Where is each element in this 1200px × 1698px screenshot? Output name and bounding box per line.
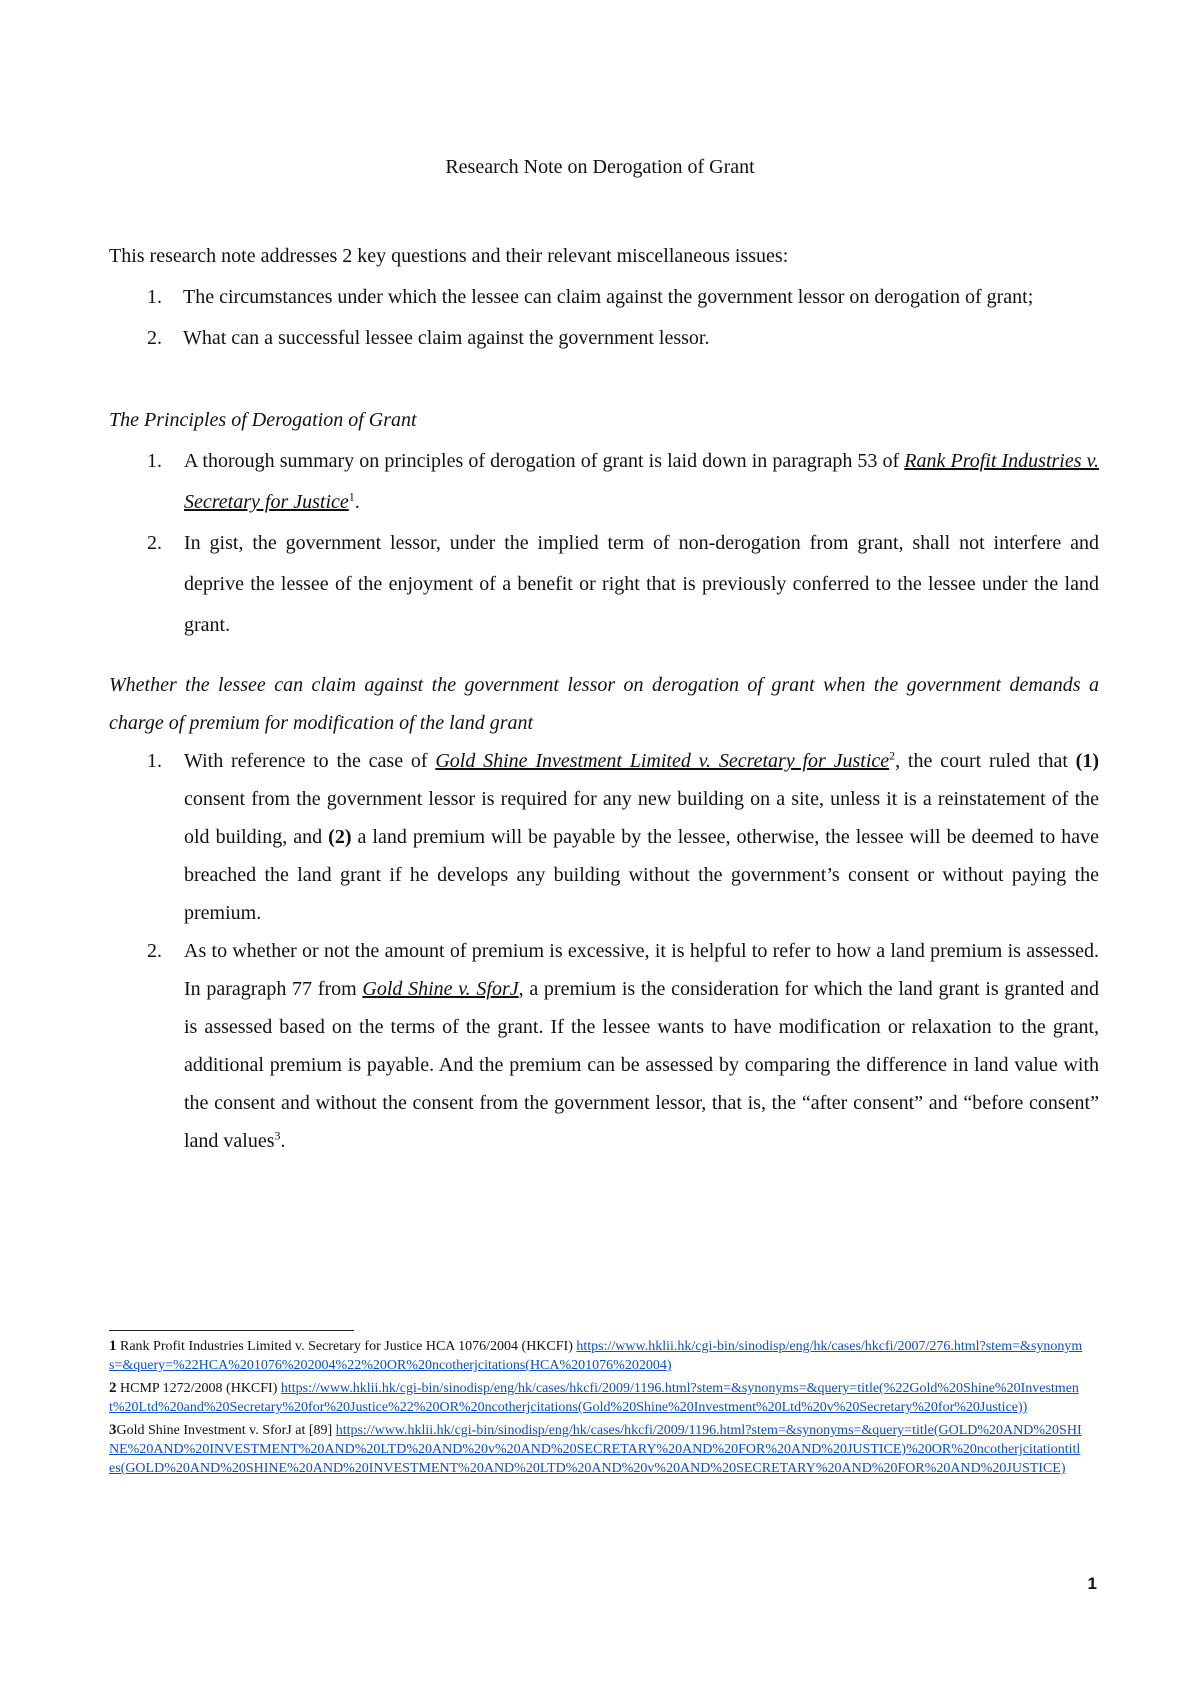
principles-section (109, 400, 1099, 646)
section-heading: Whether the lessee can claim against the government lessor on derogation of grant when the government demands a charge of premium for modification of the land grant (109, 674, 1099, 734)
list-text: As to whether or not the amount of premium is excessive, it is helpful to refer to how a land premium is assessed. In paragraph 77 from (184, 940, 1099, 1000)
list-text: , a premium is the consideration for which the land grant is granted and is assessed based on the terms of the grant. If the lessee wants to have modification or relaxation to the grant, additional premium is payable. And the premium can be assessed by comparing the difference in land value with the consent and without the consent from the government lessor, that is, the “after consent” and “before consent” land values (184, 978, 1099, 1152)
bold-marker: (1) (1075, 750, 1099, 772)
premium-section (109, 666, 1099, 1160)
principles-list (109, 441, 1099, 646)
list-text: A thorough summary on principles of derogation of grant is laid down in paragraph 53 of (184, 450, 905, 472)
footnote-item (109, 1421, 1084, 1478)
page-number: 1 (1087, 1574, 1097, 1593)
list-item (109, 932, 1099, 1160)
list-number: 1. (147, 750, 162, 772)
list-item (109, 742, 1099, 932)
footnote-ref[interactable]: 3 (274, 1128, 281, 1143)
premium-list (109, 742, 1099, 1160)
footnote-number: 2 (109, 1380, 117, 1396)
page-title: Research Note on Derogation of Grant (445, 156, 755, 178)
intro-section (109, 236, 1099, 359)
footnote-link[interactable]: https://www.hklii.hk/cgi-bin/sinodisp/eng/hk/cases/hkcfi/2007/276.html?stem=&synonyms=&query=%22HCA%201076%202004%22%20OR%20ncotherjcitations(HCA%201076%202004) (109, 1339, 1083, 1373)
list-text: In gist, the government lessor, under the implied term of non-derogation from grant, shall not interfere and deprive the lessee of the enjoyment of a benefit or right that is previously conferred to the lessee under the land grant. (184, 532, 1099, 636)
footnote-number: 3 (109, 1422, 117, 1438)
list-text: , the court ruled that (895, 750, 1076, 772)
list-item (109, 523, 1099, 646)
footnotes (109, 1330, 1084, 1482)
intro-list (109, 277, 1099, 359)
case-reference: Gold Shine v. SforJ (362, 978, 519, 1000)
bold-marker: (2) (328, 826, 352, 848)
list-number: 2. (147, 940, 162, 962)
list-text: With reference to the case of (184, 750, 436, 772)
footnote-item (109, 1379, 1084, 1417)
footnote-link[interactable]: https://www.hklii.hk/cgi-bin/sinodisp/eng/hk/cases/hkcfi/2009/1196.html?stem=&synonyms=&query=title(%22Gold%20Shine%20Investment%20Ltd%20and%20Secretary%20for%20Justice%22%20OR%20ncotherjcitations(Gold%20Shine%20Investment%20Ltd%20v%20Secretary%20for%20Justice)) (109, 1381, 1079, 1415)
intro-text: This research note addresses 2 key questions and their relevant miscellaneous issues: (109, 245, 789, 267)
list-number: 2. (147, 327, 162, 349)
list-text: consent from the government lessor is required for any new building on a site, unless it is a reinstatement of the old building, and (184, 788, 1099, 848)
list-text: The circumstances under which the lessee can claim against the government lessor on derogation of grant; (183, 286, 1034, 308)
footnote-ref[interactable]: 2 (889, 748, 896, 763)
list-text: . (280, 1130, 286, 1152)
footnote-ref[interactable]: 1 (348, 489, 355, 504)
list-number: 1. (147, 450, 162, 472)
list-number: 1. (147, 286, 162, 308)
footnote-link[interactable]: https://www.hklii.hk/cgi-bin/sinodisp/eng/hk/cases/hkcfi/2009/1196.html?stem=&synonyms=&query=title(GOLD%20AND%20SHINE%20AND%20INVESTMENT%20AND%20LTD%20AND%20v%20AND%20SECRETARY%20AND%20FOR%20AND%20JUSTICE)%20OR%20ncotherjcitationtitles(GOLD%20AND%20SHINE%20AND%20INVESTMENT%20AND%20LTD%20AND%20v%20AND%20SECRETARY%20AND%20FOR%20AND%20JUSTICE) (109, 1423, 1082, 1476)
list-text: . (354, 491, 360, 513)
footnote-item (109, 1337, 1084, 1375)
list-text: What can a successful lessee claim against the government lessor. (183, 327, 710, 349)
list-item (109, 277, 1099, 318)
case-reference: Gold Shine Investment Limited v. Secretary for Justice (435, 750, 890, 772)
footnote-text: Rank Profit Industries Limited v. Secretary for Justice HCA 1076/2004 (HKCFI) (116, 1339, 577, 1354)
footnote-number: 1 (109, 1338, 117, 1354)
list-text: a land premium will be payable by the lessee, otherwise, the lessee will be deemed to have breached the land grant if he develops any building without the government’s consent or without paying the premium. (184, 826, 1100, 924)
list-item (109, 318, 1099, 359)
list-item (109, 441, 1099, 523)
footnote-divider (109, 1330, 354, 1331)
footnote-text: HCMP 1272/2008 (HKCFI) (116, 1381, 281, 1396)
case-reference: Rank Profit Industries v. Secretary for Justice (184, 450, 1099, 513)
list-number: 2. (147, 532, 162, 554)
footnote-text: Gold Shine Investment v. SforJ at [89] (116, 1423, 336, 1438)
section-heading: The Principles of Derogation of Grant (109, 409, 417, 431)
